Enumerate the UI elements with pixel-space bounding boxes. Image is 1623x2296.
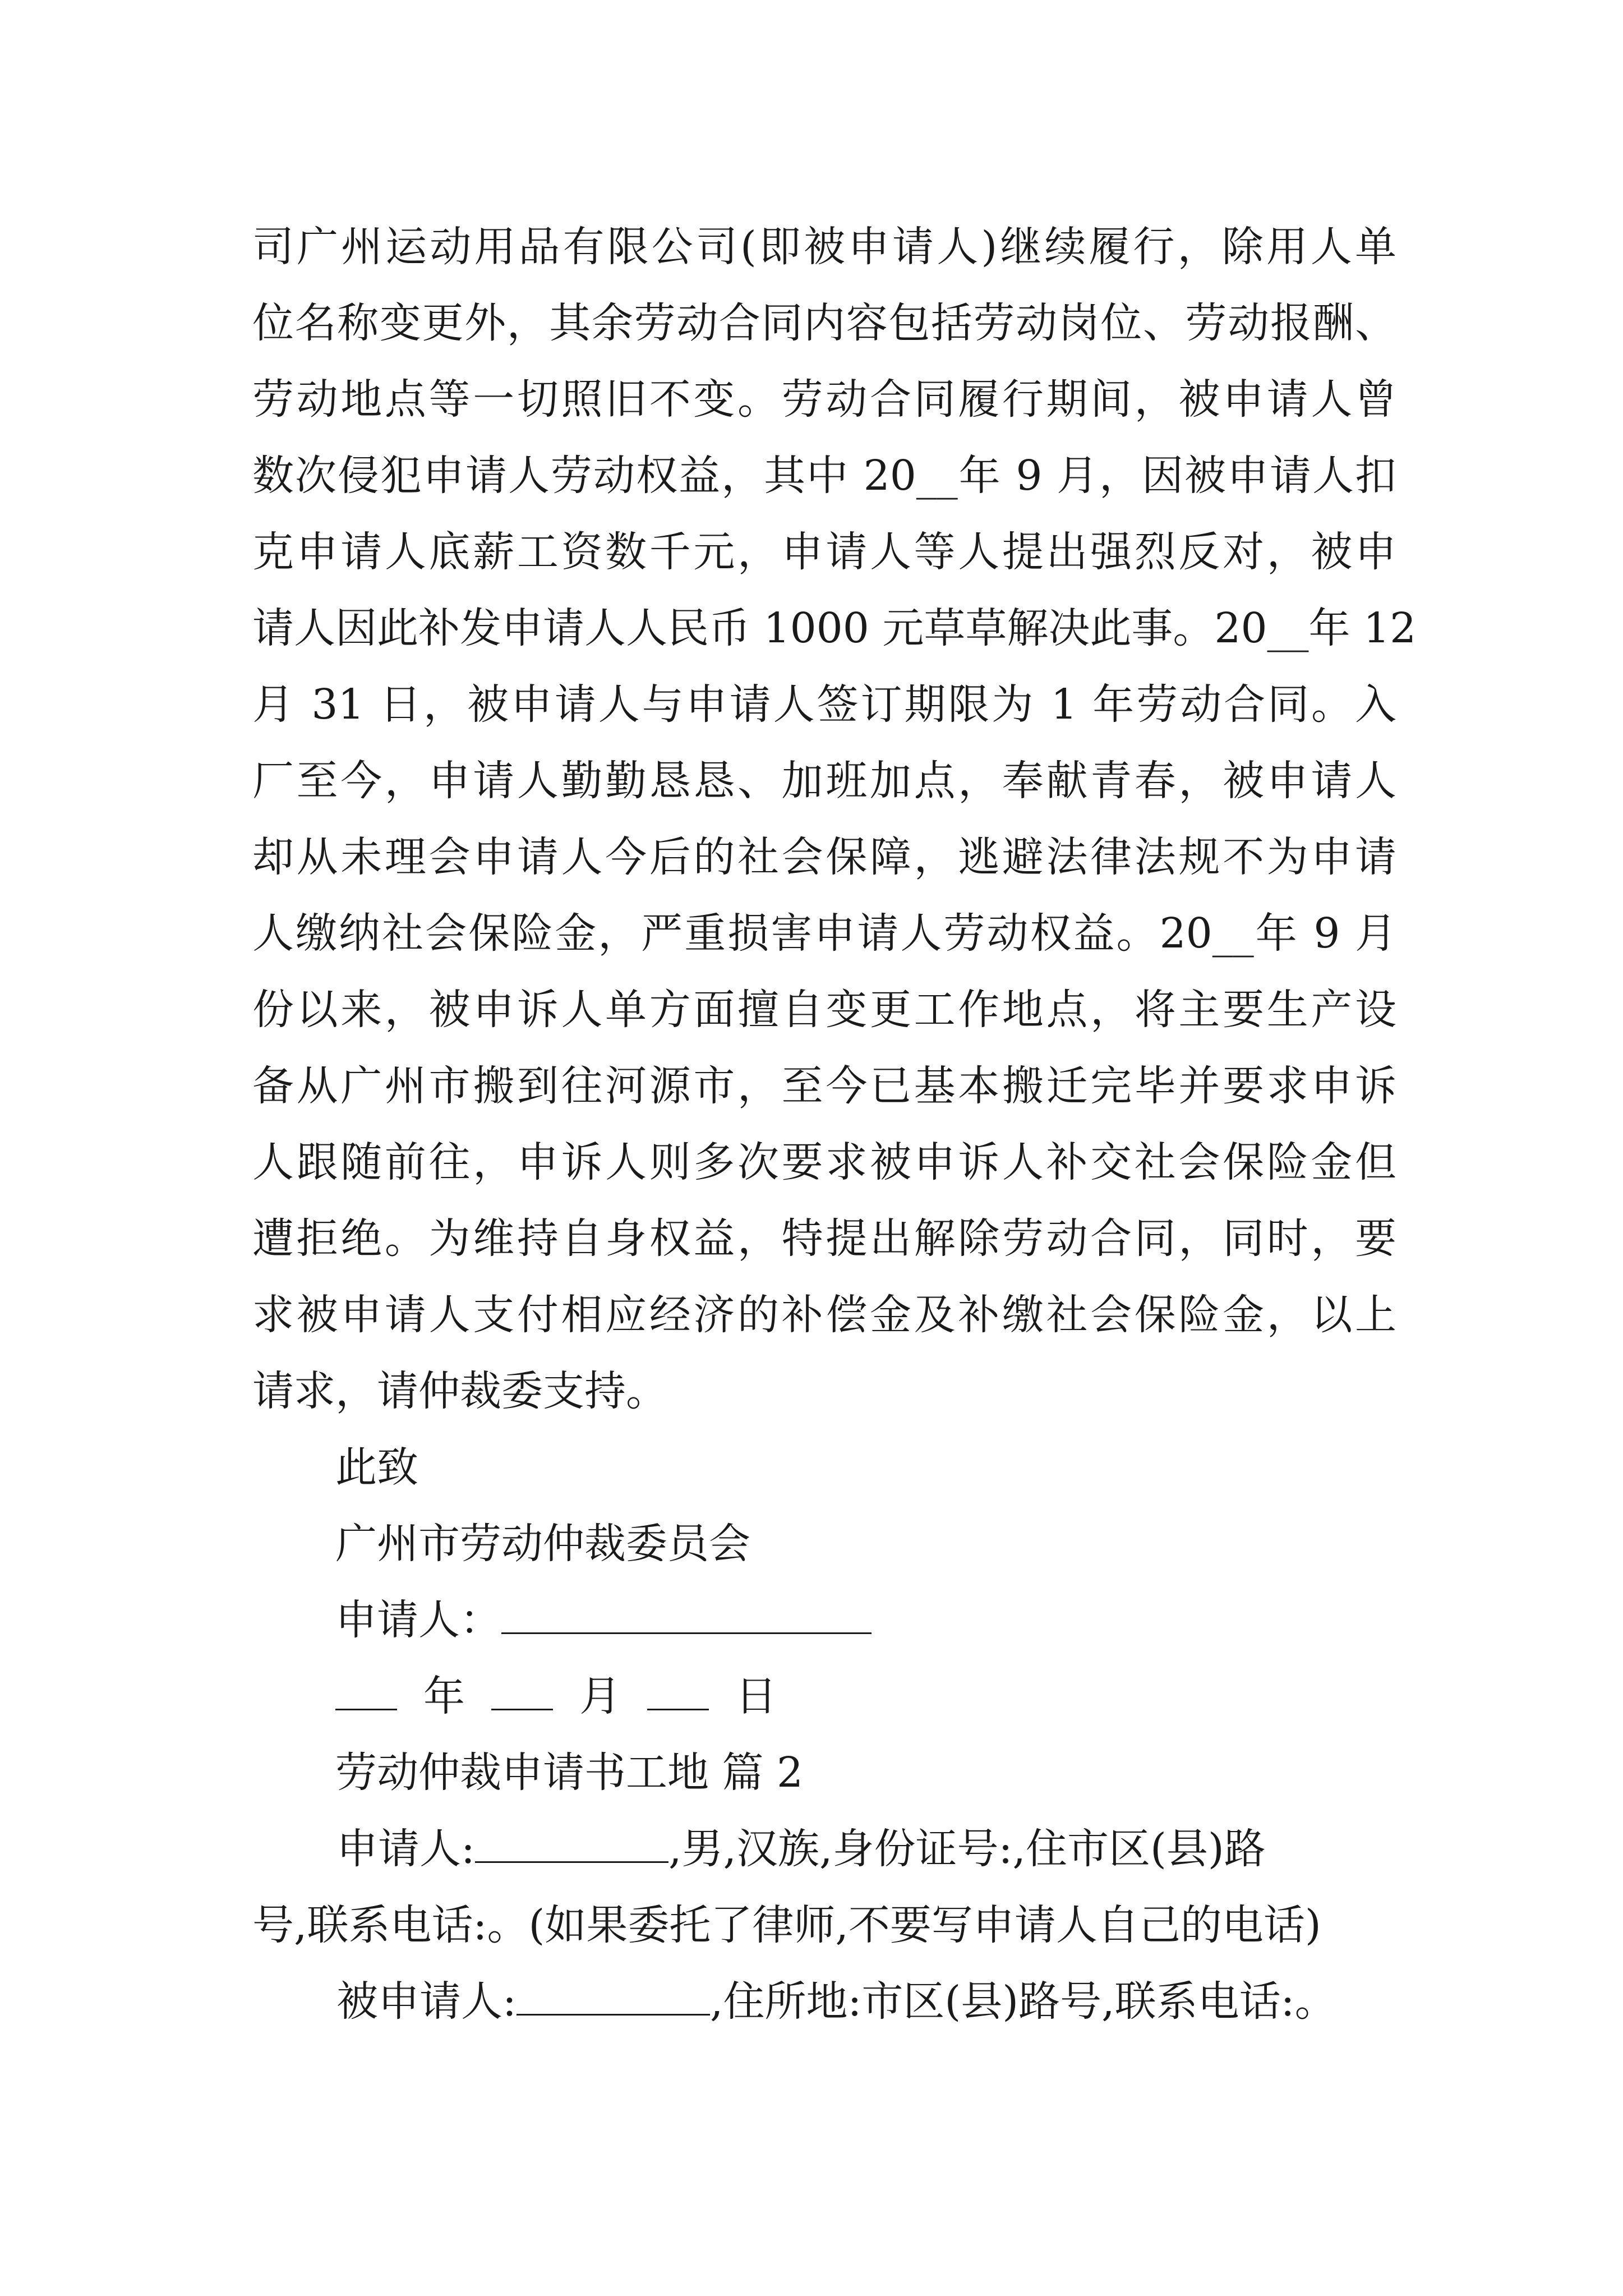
respondent-info-rest: ,住所地:市区(县)路号,联系电话:。 — [709, 1977, 1336, 2026]
paragraph-line: 请求，请仲裁委支持。 — [252, 1367, 667, 1415]
applicant-label: 申请人： — [335, 1596, 501, 1644]
date-year-label: 年 — [423, 1672, 465, 1720]
paragraph-line: 数次侵犯申请人劳动权益，其中 20__年 9 月，因被申请人扣 — [252, 452, 1396, 500]
applicant-info-line — [252, 1811, 1430, 1887]
paragraph-line: 遭拒绝。为维持自身权益，特提出解除劳动合同，同时，要 — [252, 1214, 1396, 1263]
paragraph-line: 求被申请人支付相应经济的补偿金及补缴社会保险金，以上 — [252, 1291, 1396, 1339]
letter-body — [252, 209, 1417, 1811]
paragraph-line: 克申请人底薪工资数千元，申请人等人提出强烈反对，被申 — [252, 528, 1396, 576]
recipient: 广州市劳动仲裁委员会 — [335, 1520, 750, 1568]
date-line — [252, 1658, 1396, 1734]
section2-title: 劳动仲裁申请书工地 篇 2 — [335, 1749, 804, 1797]
salutation: 此致 — [335, 1443, 418, 1492]
paragraph-line: 人缴纳社会保险金，严重损害申请人劳动权益。20__年 9 月 — [252, 909, 1396, 958]
paragraph-line: 份以来，被申诉人单方面擅自变更工作地点，将主要生产设 — [252, 986, 1396, 1034]
paragraph-line: 请人因此补发申请人人民币 1000 元草草解决此事。20__年 12 — [252, 604, 1417, 652]
applicant-name-blank — [475, 1828, 668, 1863]
section2-body — [252, 1811, 1430, 2040]
date-month-label: 月 — [579, 1672, 621, 1720]
applicant-blank — [501, 1599, 872, 1634]
day-blank — [647, 1675, 709, 1710]
applicant-info-rest: ,男,汉族,身份证号:,住市区(县)路 — [668, 1825, 1266, 1873]
respondent-name-blank — [517, 1980, 710, 2016]
date-day-label: 日 — [735, 1672, 777, 1720]
applicant-info-label: 申请人: — [336, 1825, 475, 1873]
paragraph-line: 司广州运动用品有限公司(即被申请人)继续履行，除用人单 — [252, 223, 1396, 271]
applicant-signature-line — [252, 1582, 1396, 1658]
applicant-info-line2: 号,联系电话:。(如果委托了律师,不要写申请人自己的电话) — [252, 1901, 1321, 1949]
paragraph-line: 厂至今，申请人勤勤恳恳、加班加点，奉献青春，被申请人 — [252, 757, 1396, 805]
paragraph-line: 位名称变更外，其余劳动合同内容包括劳动岗位、劳动报酬、 — [252, 299, 1396, 347]
paragraph-line: 备从广州市搬到往河源市，至今已基本搬迁完毕并要求申诉 — [252, 1062, 1396, 1110]
paragraph-line: 人跟随前往，申诉人则多次要求被申诉人补交社会保险金但 — [252, 1138, 1396, 1186]
year-blank — [335, 1675, 397, 1710]
respondent-info-line — [252, 1963, 1430, 2040]
month-blank — [491, 1675, 553, 1710]
respondent-info-label: 被申请人: — [336, 1977, 517, 2026]
paragraph-line: 却从未理会申请人今后的社会保障，逃避法律法规不为申请 — [252, 833, 1396, 881]
paragraph-line: 月 31 日，被申请人与申请人签订期限为 1 年劳动合同。入 — [252, 680, 1396, 729]
paragraph-line: 劳动地点等一切照旧不变。劳动合同履行期间，被申请人曾 — [252, 375, 1396, 424]
